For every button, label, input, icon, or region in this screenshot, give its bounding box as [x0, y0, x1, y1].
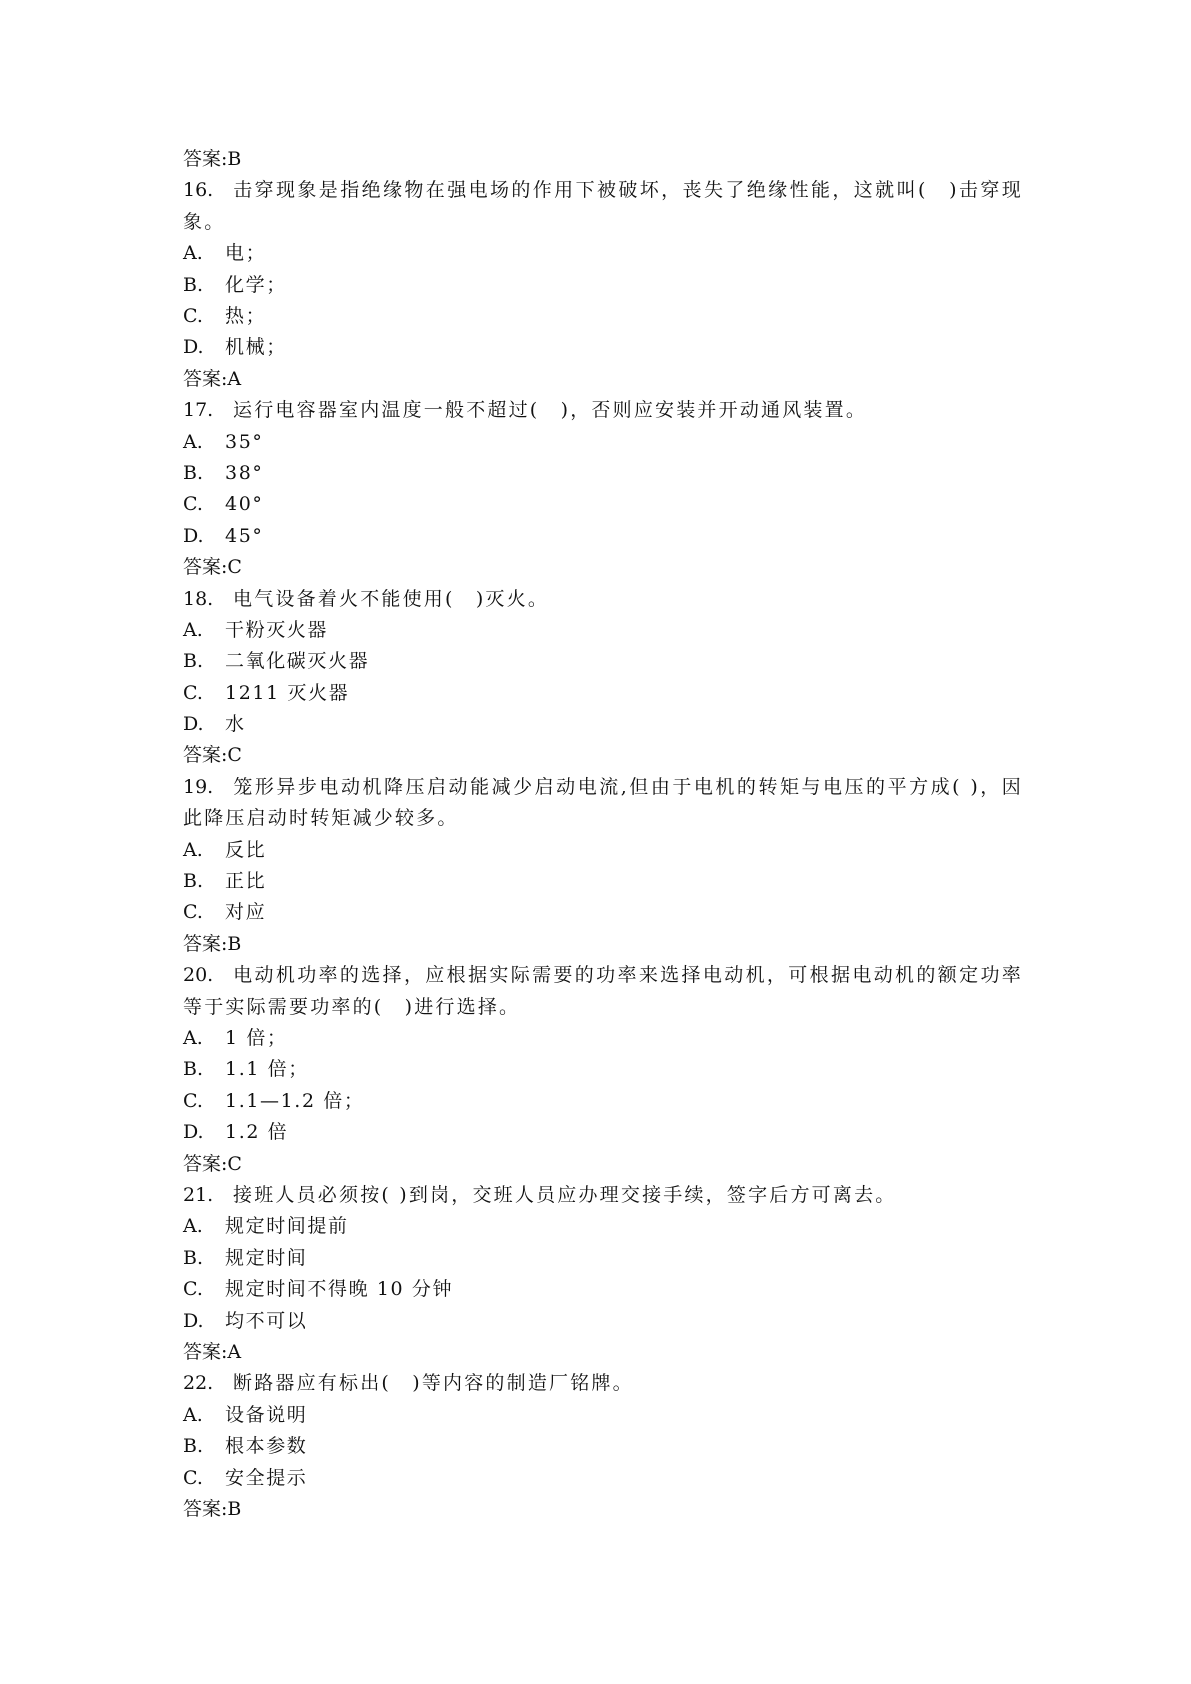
option-text: 干粉灭火器 — [225, 618, 329, 641]
option-letter: C. — [183, 1089, 203, 1112]
question-number: 16. — [183, 179, 214, 202]
option-a — [183, 835, 1023, 866]
option-letter: A. — [183, 430, 203, 453]
option-text: 设备说明 — [225, 1403, 308, 1426]
option-a — [183, 427, 1023, 458]
question-number: 18. — [183, 587, 214, 610]
question-number: 21. — [183, 1184, 214, 1207]
question-text: 运行电容器室内温度一般不超过( )，否则应安装并开动通风装置。 — [233, 399, 868, 422]
option-text: 正比 — [225, 870, 267, 893]
answer-line: 答案:C — [183, 556, 242, 579]
option-b — [183, 458, 1023, 489]
question-20 — [183, 960, 1023, 1023]
option-text: 安全提示 — [225, 1466, 308, 1489]
option-letter: D. — [183, 336, 204, 359]
question-22 — [183, 1368, 1023, 1399]
answer-line: 答案:B — [183, 148, 242, 170]
option-letter: C. — [183, 1278, 203, 1301]
option-c — [183, 897, 1023, 928]
option-letter: C. — [183, 901, 203, 924]
option-text: 1 倍； — [225, 1027, 288, 1050]
answer-line: 答案:A — [183, 367, 242, 390]
question-number: 17. — [183, 399, 214, 422]
option-b — [183, 866, 1023, 897]
question-18 — [183, 584, 1023, 615]
option-b — [183, 270, 1023, 301]
option-d — [183, 521, 1023, 552]
question-text: 接班人员必须按( )到岗，交班人员应办理交接手续，签字后方可离去。 — [233, 1184, 897, 1207]
option-text: 根本参数 — [225, 1435, 308, 1458]
question-text: 电气设备着火不能使用( )灭火。 — [233, 587, 550, 610]
answer-line: 答案:B — [183, 932, 242, 955]
option-letter: B. — [183, 273, 204, 296]
option-b — [183, 1054, 1023, 1085]
answer-line: 答案:C — [183, 744, 242, 767]
option-letter: A. — [183, 838, 203, 861]
option-letter: D. — [183, 524, 204, 547]
option-text: 规定时间不得晚 10 分钟 — [225, 1278, 454, 1301]
option-text: 35° — [225, 430, 264, 453]
option-text: 1.1 倍； — [225, 1058, 309, 1081]
option-text: 45° — [225, 524, 264, 547]
question-text: 电动机功率的选择，应根据实际需要的功率来选择电动机，可根据电动机的额定功率等于实际需要功率的( )进行选择。 — [183, 964, 1023, 1018]
option-letter: A. — [183, 1403, 203, 1426]
option-c — [183, 301, 1023, 332]
option-letter: B. — [183, 870, 204, 893]
question-text: 击穿现象是指绝缘物在强电场的作用下被破坏，丧失了绝缘性能，这就叫( )击穿现象。 — [183, 179, 1023, 233]
question-21 — [183, 1180, 1023, 1211]
option-letter: C. — [183, 1466, 203, 1489]
option-c — [183, 1086, 1023, 1117]
option-text: 电； — [225, 242, 267, 265]
option-letter: C. — [183, 493, 203, 516]
option-d — [183, 709, 1023, 740]
option-text: 水 — [225, 713, 246, 736]
option-text: 反比 — [225, 838, 267, 861]
option-text: 二氧化碳灭火器 — [225, 650, 370, 673]
option-letter: B. — [183, 1435, 204, 1458]
option-text: 机械； — [225, 336, 287, 359]
option-letter: D. — [183, 713, 204, 736]
option-text: 1211 灭火器 — [225, 681, 350, 704]
question-list — [183, 144, 1023, 1525]
option-c — [183, 489, 1023, 520]
option-a — [183, 1023, 1023, 1054]
option-text: 38° — [225, 461, 264, 484]
option-letter: A. — [183, 242, 203, 265]
option-a — [183, 1400, 1023, 1431]
question-16 — [183, 175, 1023, 238]
option-text: 热； — [225, 304, 267, 327]
question-number: 19. — [183, 775, 214, 798]
option-text: 规定时间 — [225, 1246, 308, 1269]
option-d — [183, 1117, 1023, 1148]
question-17 — [183, 395, 1023, 426]
option-a — [183, 1211, 1023, 1242]
option-d — [183, 332, 1023, 363]
option-text: 1.2 倍 — [225, 1121, 289, 1144]
option-letter: D. — [183, 1309, 204, 1332]
option-a — [183, 238, 1023, 269]
option-text: 均不可以 — [225, 1309, 308, 1332]
option-letter: B. — [183, 650, 204, 673]
option-letter: B. — [183, 1246, 204, 1269]
option-text: 对应 — [225, 901, 267, 924]
question-19 — [183, 772, 1023, 835]
option-letter: A. — [183, 1215, 203, 1238]
option-letter: D. — [183, 1121, 204, 1144]
option-c — [183, 1274, 1023, 1305]
option-b — [183, 646, 1023, 677]
option-text: 40° — [225, 493, 264, 516]
option-b — [183, 1431, 1023, 1462]
answer-line: 答案:A — [183, 1340, 242, 1363]
question-number: 22. — [183, 1372, 214, 1395]
option-text: 1.1—1.2 倍； — [225, 1089, 365, 1112]
option-c — [183, 1463, 1023, 1494]
option-letter: B. — [183, 461, 204, 484]
answer-line: 答案:C — [183, 1152, 242, 1175]
question-text: 笼形异步电动机降压启动能减少启动电流,但由于电机的转矩与电压的平方成( )，因此降压启动时转矩减少较多。 — [183, 775, 1023, 830]
option-letter: C. — [183, 304, 203, 327]
option-b — [183, 1243, 1023, 1274]
option-letter: A. — [183, 618, 203, 641]
option-letter: B. — [183, 1058, 204, 1081]
option-text: 规定时间提前 — [225, 1215, 349, 1238]
question-number: 20. — [183, 964, 214, 987]
answer-line: 答案:B — [183, 1497, 242, 1520]
option-letter: C. — [183, 681, 203, 704]
option-text: 化学； — [225, 273, 287, 296]
option-letter: A. — [183, 1027, 203, 1050]
option-a — [183, 615, 1023, 646]
question-text: 断路器应有标出( )等内容的制造厂铭牌。 — [233, 1372, 634, 1395]
option-c — [183, 678, 1023, 709]
option-d — [183, 1306, 1023, 1337]
